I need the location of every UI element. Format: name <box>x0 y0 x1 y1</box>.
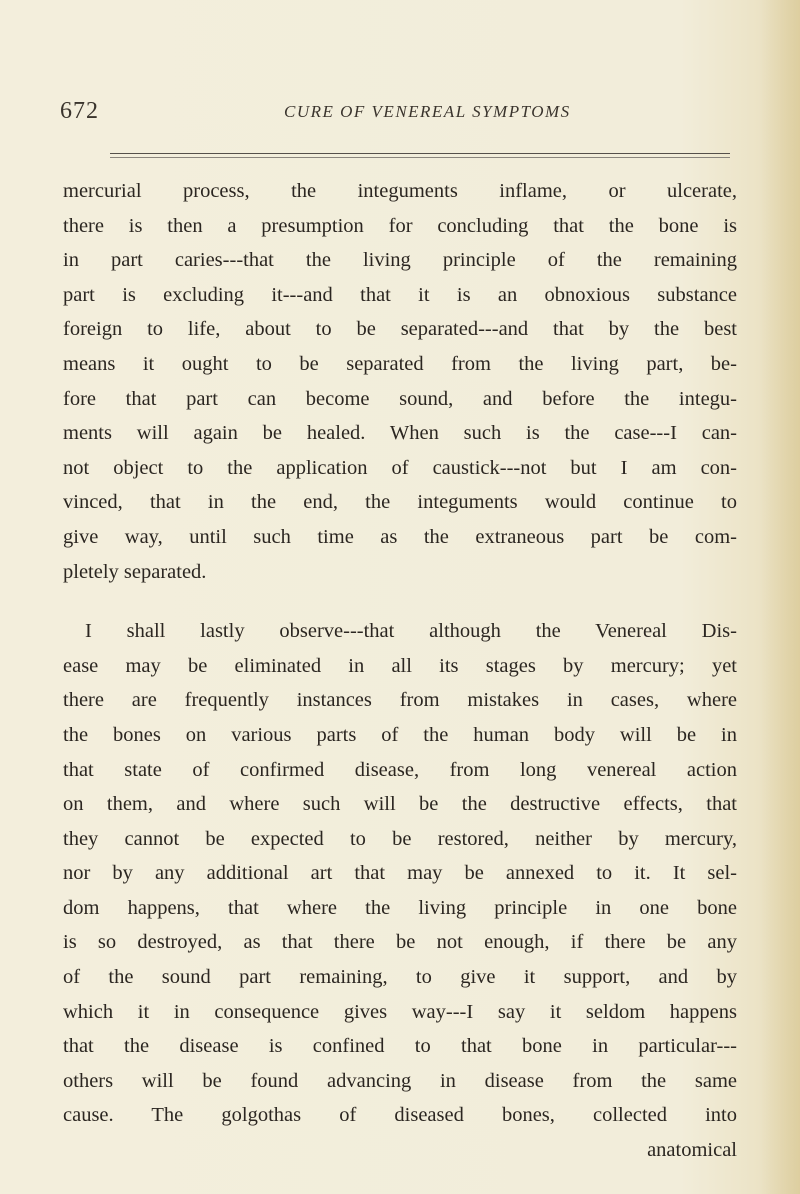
text-line: ments will again be healed. When such is the case---I can- <box>63 422 737 445</box>
text-line: on them, and where such will be the destructive effects, that <box>63 793 737 816</box>
text-line: others will be found advancing in disease from the same <box>63 1069 737 1092</box>
text-line: vinced, that in the end, the integuments would continue to <box>63 491 737 514</box>
paragraph-1 <box>63 174 737 589</box>
text-line: ease may be eliminated in all its stages by mercury; yet <box>63 654 737 677</box>
text-line: pletely separated. <box>63 560 207 583</box>
text-line: is so destroyed, as that there be not enough, if there be any <box>63 931 737 954</box>
header-rule <box>110 153 730 154</box>
body-text <box>63 174 737 1168</box>
text-line: cause. The golgothas of diseased bones, collected into <box>63 1104 737 1127</box>
text-line: fore that part can become sound, and before the integu- <box>63 387 737 410</box>
text-line: foreign to life, about to be separated---and that by the best <box>63 318 737 341</box>
page-number: 672 <box>60 98 99 124</box>
text-line: give way, until such time as the extraneous part be com- <box>63 525 737 548</box>
text-line: dom happens, that where the living principle in one bone <box>63 896 737 919</box>
text-line: which it in consequence gives way---I say it seldom happens <box>63 1000 737 1023</box>
text-line: that state of confirmed disease, from long venereal action <box>63 758 737 781</box>
paragraph-spacer <box>63 589 737 614</box>
text-line: I shall lastly observe---that although the Venereal Dis- <box>85 620 737 643</box>
text-line: nor by any additional art that may be annexed to it. It sel- <box>63 862 737 885</box>
catchword: anatomical <box>647 1139 737 1162</box>
text-line: mercurial process, the integuments inflame, or ulcerate, <box>63 180 737 202</box>
text-line: the bones on various parts of the human body will be in <box>63 723 737 746</box>
text-line: of the sound part remaining, to give it support, and by <box>63 966 737 989</box>
text-line: they cannot be expected to be restored, neither by mercury, <box>63 827 737 850</box>
text-line: in part caries---that the living principle of the remaining <box>63 249 737 272</box>
running-head: CURE OF VENEREAL SYMPTOMS <box>284 102 571 121</box>
text-line: there is then a presumption for concluding that the bone is <box>63 214 737 237</box>
page-header <box>52 96 752 136</box>
text-line: means it ought to be separated from the living part, be- <box>63 352 737 375</box>
text-line: part is excluding it---and that it is an obnoxious substance <box>63 283 737 306</box>
header-rule-secondary <box>110 157 730 158</box>
page-edge-shading <box>760 0 800 1194</box>
text-line: that the disease is confined to that bone in particular--- <box>63 1035 737 1058</box>
text-line: there are frequently instances from mistakes in cases, where <box>63 689 737 712</box>
paragraph-2 <box>63 614 737 1133</box>
text-line: not object to the application of caustick---not but I am con- <box>63 456 737 479</box>
